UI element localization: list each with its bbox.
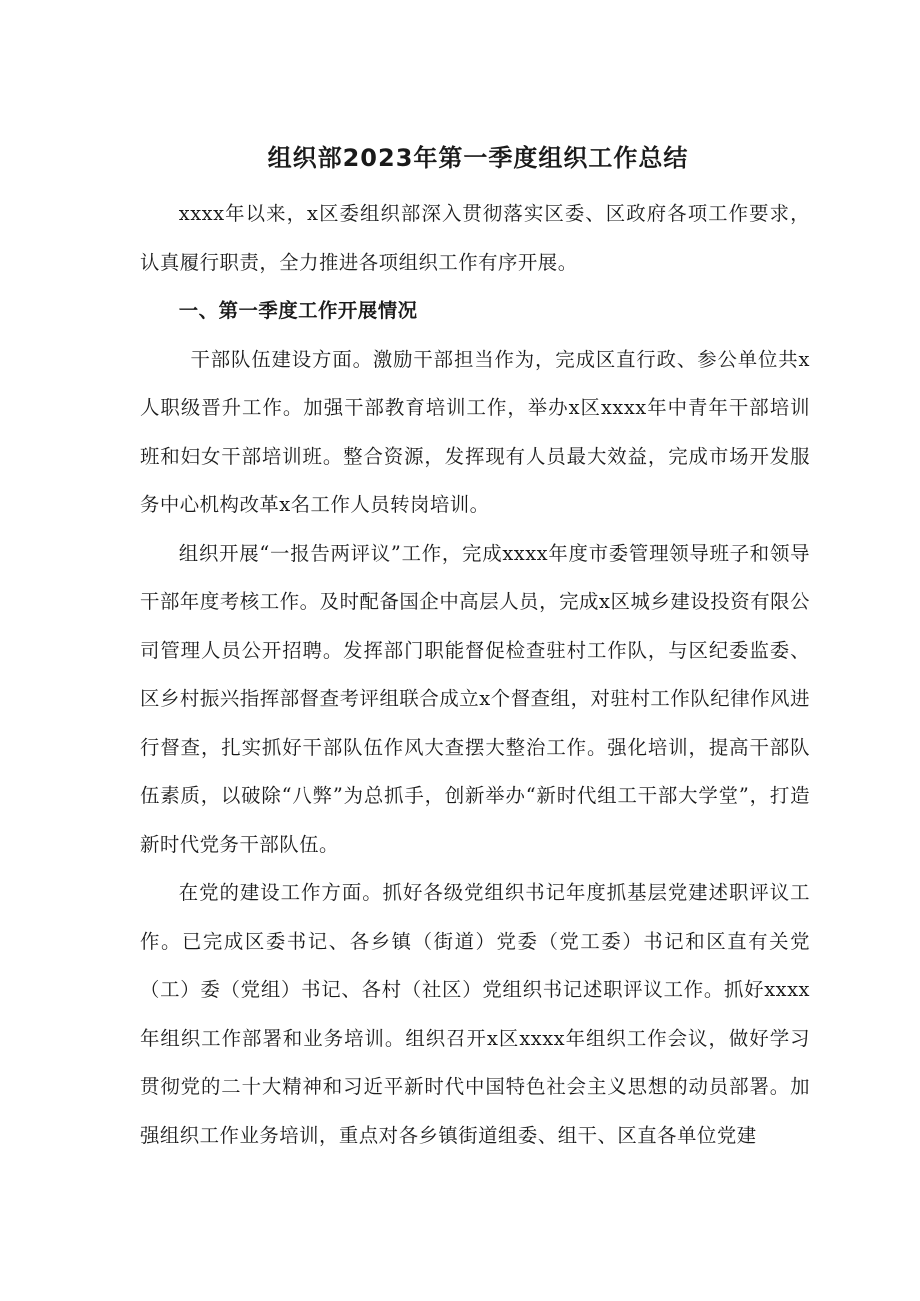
paragraph-cadre-building: 干部队伍建设方面。激励干部担当作为，完成区直行政、参公单位共x人职级晋升工作。加强干部教育培训工作，举办x区xxxx年中青年干部培训班和妇女干部培训班。整合资源，发挥现有人员最大效益，完成市场开发服务中心机构改革x名工作人员转岗培训。: [140, 347, 810, 516]
document-title: 组织部2023年第一季度组织工作总结: [267, 144, 689, 172]
section-heading: 一、第一季度工作开展情况: [178, 299, 418, 322]
paragraph-party-building: 在党的建设工作方面。抓好各级党组织书记年度抓基层党建述职评议工作。已完成区委书记、各乡镇（街道）党委（党工委）书记和区直有关党（工）委（党组）书记、各村（社区）党组织书记述职评议工作。抓好xxxx年组织工作部署和业务培训。组织召开x区xxxx年组织工作会议，做好学习贯彻党的二十大精神和习近平新时代中国特色社会主义思想的动员部署。加强组织工作业务培训，重点对各乡镇街道组委、组干、区直各单位党建: [140, 881, 810, 1147]
intro-paragraph: xxxx年以来，x区委组织部深入贯彻落实区委、区政府各项工作要求，认真履行职责，全力推进各项组织工作有序开展。: [140, 202, 810, 274]
paragraph-assessment: 组织开展“一报告两评议”工作，完成xxxx年度市委管理领导班子和领导干部年度考核工作。及时配备国企中高层人员，完成x区城乡建设投资有限公司管理人员公开招聘。发挥部门职能督促检查驻村工作队，与区纪委监委、区乡村振兴指挥部督查考评组联合成立x个督查组，对驻村工作队纪律作风进行督查，扎实抓好干部队伍作风大查摆大整治工作。强化培训，提高干部队伍素质，以破除“八弊”为总抓手，创新举办“新时代组工干部大学堂”，打造新时代党务干部队伍。: [140, 541, 810, 856]
